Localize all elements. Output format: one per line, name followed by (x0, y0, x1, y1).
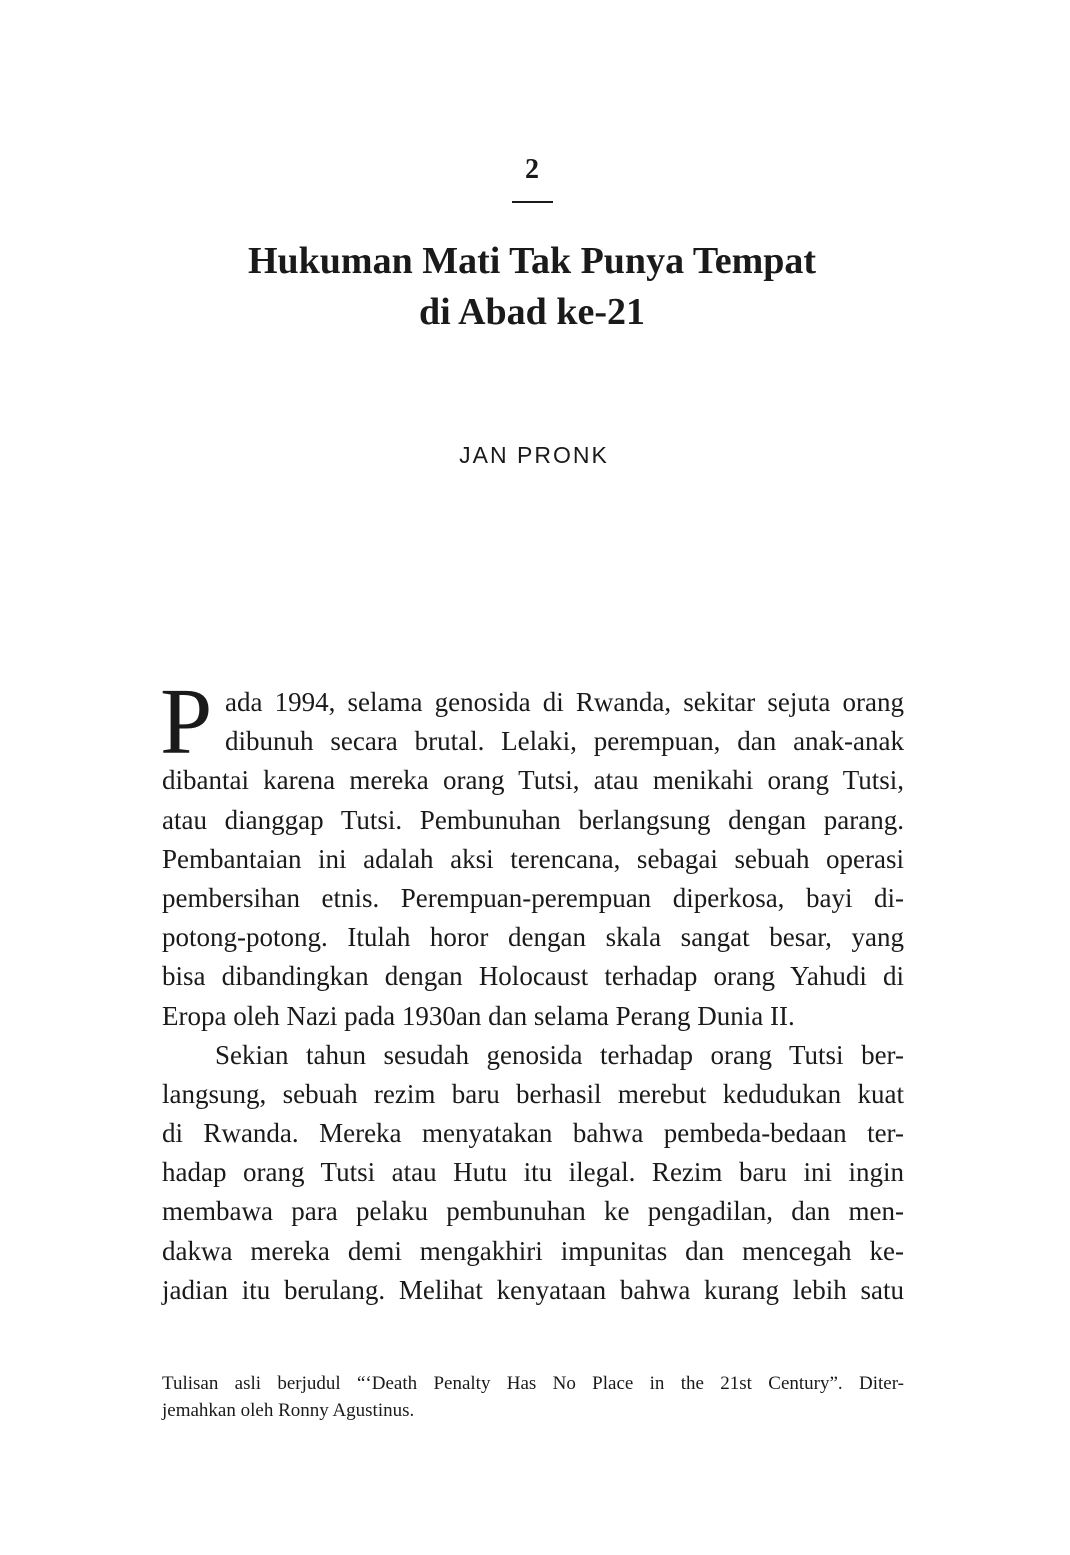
body-line: Eropa oleh Nazi pada 1930an dan selama Perang Dunia II. (162, 1000, 795, 1031)
body-line: bisa dibandingkan dengan Holocaust terhadap orang Yahudi di (162, 961, 904, 992)
body-line: di Rwanda. Mereka menyatakan bahwa pembeda-bedaan ter- (162, 1118, 904, 1149)
body-line: langsung, sebuah rezim baru berhasil merebut kedudukan kuat (162, 1078, 904, 1109)
body-line: pembersihan etnis. Perempuan-perempuan diperkosa, bayi di- (162, 882, 904, 913)
footnote-line: Tulisan asli berjudul “‘Death Penalty Has No Place in the 21st Century”. Diter- (162, 1373, 904, 1394)
body-line: ada 1994, selama genosida di Rwanda, sekitar sejuta orang (225, 687, 904, 717)
footnote-line: jemahkan oleh Ronny Agustinus. (162, 1400, 415, 1421)
chapter-divider (512, 201, 553, 203)
body-line: membawa para pelaku pembunuhan ke pengadilan, dan men- (162, 1196, 904, 1227)
body-line: jadian itu berulang. Melihat kenyataan bahwa kurang lebih satu (162, 1274, 904, 1305)
chapter-title-line-1: Hukuman Mati Tak Punya Tempat (247, 240, 817, 282)
chapter-number: 2 (525, 154, 539, 185)
body-line: dakwa mereka demi mengakhiri impunitas dan mencegah ke- (162, 1235, 904, 1266)
body-text (160, 670, 904, 1310)
body-line: hadap orang Tutsi atau Hutu itu ilegal. Rezim baru ini ingin (162, 1157, 904, 1188)
drop-cap: P (160, 670, 213, 774)
body-line: Pembantaian ini adalah aksi terencana, sebagai sebuah operasi (162, 843, 904, 874)
body-line: potong-potong. Itulah horor dengan skala sangat besar, yang (162, 922, 904, 953)
chapter-title (0, 236, 1064, 338)
body-line: atau dianggap Tutsi. Pembunuhan berlangsung dengan parang. (162, 804, 904, 835)
chapter-title-line-2: di Abad ke-21 (419, 291, 645, 333)
footnote (162, 1370, 904, 1424)
body-line: dibunuh secara brutal. Lelaki, perempuan, dan anak-anak (225, 726, 904, 757)
author-name: JAN PRONK (459, 442, 609, 468)
body-line: Sekian tahun sesudah genosida terhadap orang Tutsi ber- (215, 1039, 904, 1070)
body-line: dibantai karena mereka orang Tutsi, atau menikahi orang Tutsi, (162, 765, 904, 796)
